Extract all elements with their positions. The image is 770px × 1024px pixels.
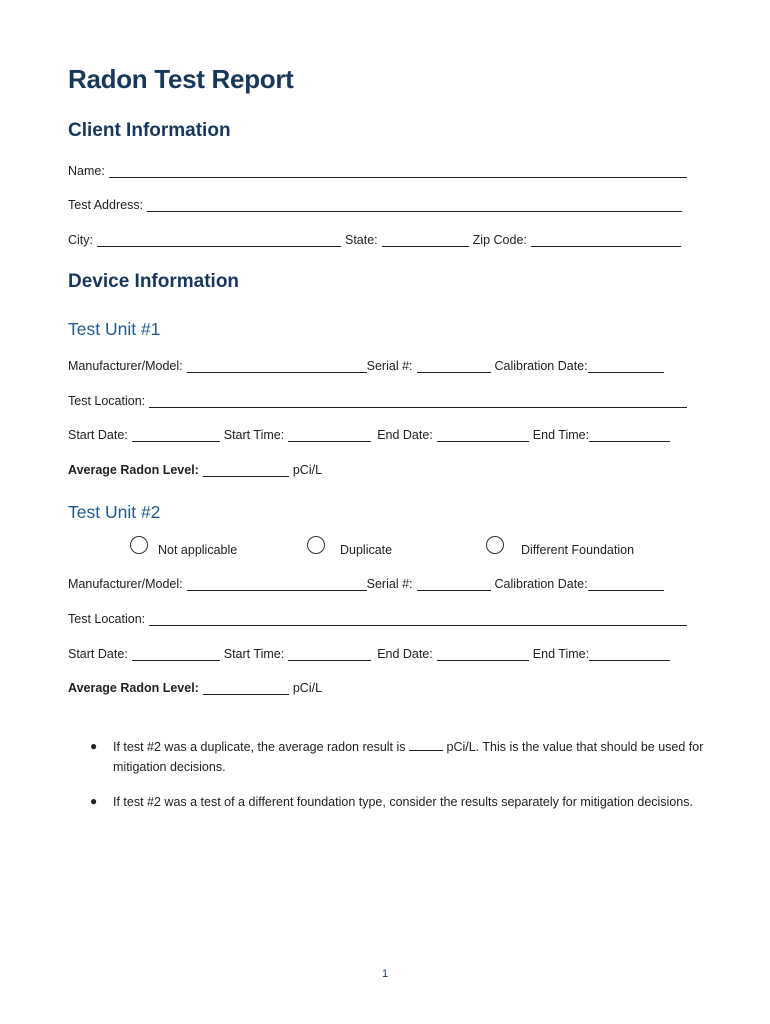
unit2-start-time-field[interactable] [288, 647, 371, 661]
name-row [68, 162, 687, 180]
average-radon-level-label: Average Radon Level: [68, 681, 199, 695]
unit1-datetime-row [68, 426, 670, 444]
unit2-end-date-field[interactable] [437, 647, 529, 661]
unit2-end-time-field[interactable] [589, 647, 670, 661]
unit1-end-time-field[interactable] [589, 428, 670, 442]
unit2-datetime-row [68, 645, 670, 663]
manufacturer-model-label: Manufacturer/Model: [68, 577, 183, 591]
name-label: Name: [68, 164, 105, 178]
zip-code-label: Zip Code: [472, 233, 527, 247]
serial-label: Serial #: [366, 577, 413, 591]
unit1-device-row [68, 357, 664, 375]
state-field[interactable] [382, 233, 469, 247]
unit2-location-field[interactable] [149, 612, 687, 626]
unit1-end-date-field[interactable] [437, 428, 529, 442]
page-title: Radon Test Report [68, 64, 294, 94]
unit1-start-time-field[interactable] [288, 428, 371, 442]
different-foundation-radio[interactable] [486, 536, 504, 554]
start-time-label: Start Time: [223, 428, 285, 442]
unit2-device-row [68, 575, 664, 593]
city-field[interactable] [97, 233, 341, 247]
unit1-average-field[interactable] [203, 463, 289, 477]
pci-l-unit: pCi/L [292, 681, 323, 695]
unit2-manufacturer-field[interactable] [187, 577, 367, 591]
unit1-location-field[interactable] [149, 394, 687, 408]
address-row [68, 196, 682, 214]
test-address-label: Test Address: [68, 198, 144, 212]
start-date-label: Start Date: [68, 428, 128, 442]
manufacturer-model-label: Manufacturer/Model: [68, 359, 183, 373]
test-unit-1-heading: Test Unit #1 [68, 319, 161, 339]
not-applicable-option-label: Not applicable [158, 543, 238, 557]
end-time-label: End Time: [532, 428, 590, 442]
test-unit-2-heading: Test Unit #2 [68, 502, 161, 522]
duplicate-note-text-start: If test #2 was a duplicate, the average radon result is [113, 740, 406, 754]
unit1-manufacturer-field[interactable] [187, 359, 367, 373]
start-date-label: Start Date: [68, 647, 128, 661]
unit2-average-field[interactable] [203, 681, 289, 695]
unit2-serial-field[interactable] [417, 577, 491, 591]
unit2-start-date-field[interactable] [132, 647, 220, 661]
duplicate-radio[interactable] [307, 536, 325, 554]
end-date-label: End Date: [377, 428, 433, 442]
bullet-icon: ● [90, 739, 98, 753]
unit2-average-row [68, 679, 322, 697]
unit2-location-row [68, 610, 687, 628]
test-address-field[interactable] [147, 198, 682, 212]
duplicate-note [113, 737, 713, 777]
end-date-label: End Date: [377, 647, 433, 661]
calibration-date-label: Calibration Date: [494, 359, 588, 373]
device-information-heading: Device Information [68, 271, 240, 292]
test-location-label: Test Location: [68, 394, 146, 408]
city-state-zip-row [68, 231, 681, 249]
test-location-label: Test Location: [68, 612, 146, 626]
end-time-label: End Time: [532, 647, 590, 661]
page-number: 1 [381, 968, 389, 980]
bullet-icon: ● [90, 794, 98, 808]
name-field[interactable] [109, 164, 687, 178]
different-foundation-option-label: Different Foundation [521, 543, 635, 557]
city-label: City: [68, 233, 93, 247]
different-foundation-note: If test #2 was a test of a different foundation type, consider the results separately for mitigation decisions. [113, 795, 693, 809]
unit1-serial-field[interactable] [417, 359, 491, 373]
unit1-location-row [68, 392, 687, 410]
duplicate-note-text-end: pCi/L. This is the value that should be used for mitigation decisions. [113, 740, 704, 774]
calibration-date-label: Calibration Date: [494, 577, 588, 591]
unit1-average-row [68, 461, 322, 479]
pci-l-unit: pCi/L [292, 463, 323, 477]
not-applicable-radio[interactable] [130, 536, 148, 554]
duplicate-average-field[interactable] [409, 738, 443, 751]
unit1-start-date-field[interactable] [132, 428, 220, 442]
unit1-calibration-field[interactable] [588, 359, 664, 373]
state-label: State: [345, 233, 378, 247]
serial-label: Serial #: [366, 359, 413, 373]
unit2-calibration-field[interactable] [588, 577, 664, 591]
duplicate-option-label: Duplicate [340, 543, 393, 557]
average-radon-level-label: Average Radon Level: [68, 463, 199, 477]
zip-code-field[interactable] [531, 233, 681, 247]
client-information-heading: Client Information [68, 120, 231, 141]
start-time-label: Start Time: [223, 647, 285, 661]
